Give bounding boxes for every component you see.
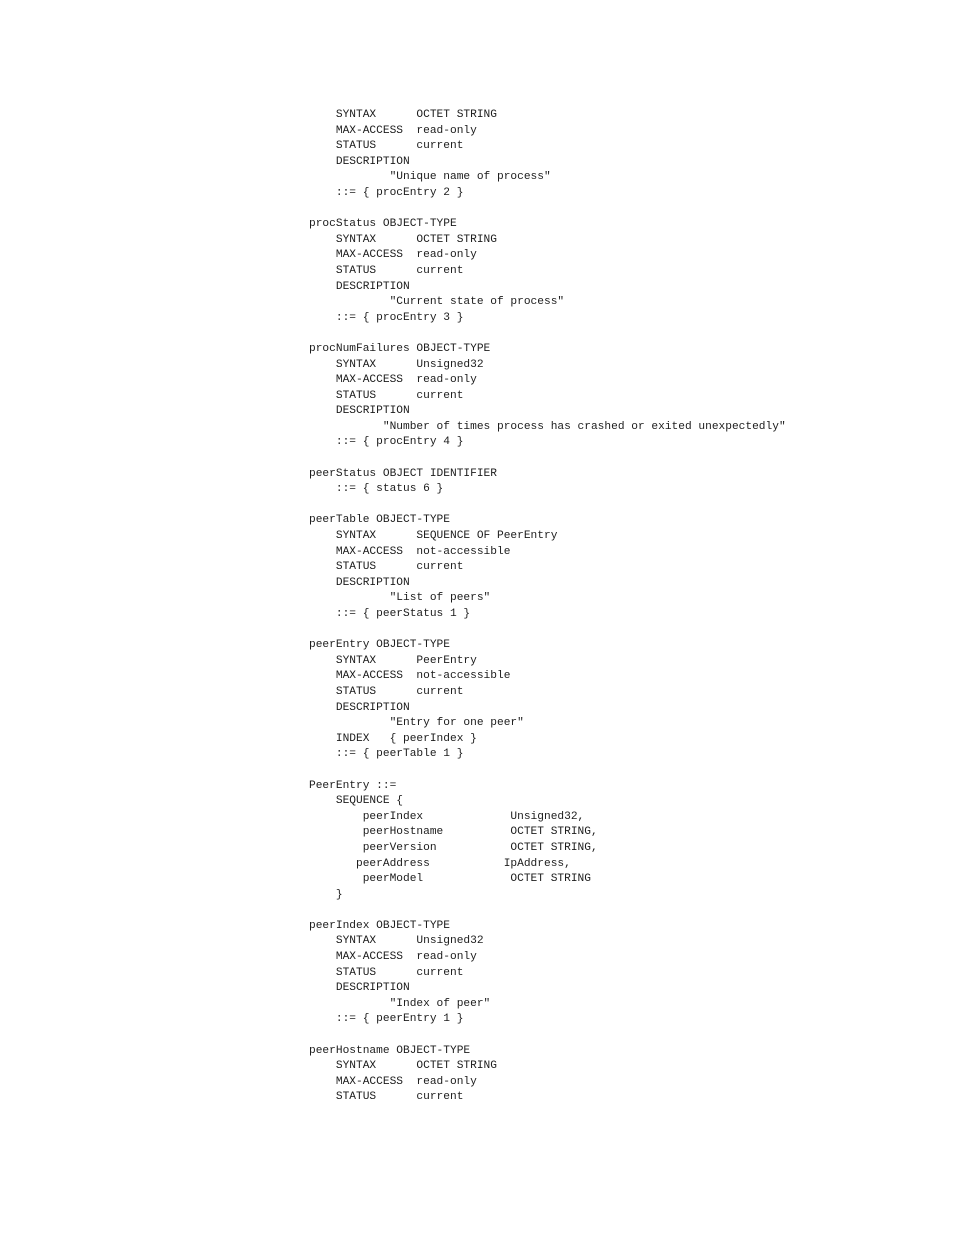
code-line: "Current state of process"	[309, 296, 565, 309]
code-line: peerEntry OBJECT-TYPE	[309, 639, 450, 652]
code-line: MAX-ACCESS read-only	[309, 124, 477, 137]
code-line: peerStatus OBJECT IDENTIFIER	[309, 467, 497, 480]
code-line: DESCRIPTION	[309, 576, 410, 589]
code-line: ::= { peerTable 1 }	[309, 748, 464, 761]
code-line: MAX-ACCESS read-only	[309, 249, 477, 262]
code-line: STATUS current	[309, 140, 464, 153]
code-line: DESCRIPTION	[309, 701, 410, 714]
code-line: peerAddress IpAddress,	[309, 857, 571, 870]
code-line: "Unique name of process"	[309, 171, 551, 184]
mib-definition-code-block	[309, 108, 929, 1106]
code-line: procStatus OBJECT-TYPE	[309, 218, 457, 231]
code-line: ::= { procEntry 3 }	[309, 311, 464, 324]
code-line: MAX-ACCESS read-only	[309, 951, 477, 964]
code-line	[309, 202, 929, 218]
code-line: STATUS current	[309, 685, 464, 698]
code-line: SYNTAX SEQUENCE OF PeerEntry	[309, 530, 558, 543]
code-line: peerVersion OCTET STRING,	[309, 841, 598, 854]
code-line: ::= { status 6 }	[309, 483, 444, 496]
code-line: peerModel OCTET STRING	[309, 873, 591, 886]
code-line: MAX-ACCESS not-accessible	[309, 670, 511, 683]
code-line: INDEX { peerIndex }	[309, 732, 477, 745]
code-line: peerHostname OCTET STRING,	[309, 826, 598, 839]
code-line: SYNTAX OCTET STRING	[309, 1060, 497, 1073]
code-line: peerIndex OBJECT-TYPE	[309, 919, 450, 932]
code-line: peerIndex Unsigned32,	[309, 810, 585, 823]
code-line: ::= { peerEntry 1 }	[309, 1013, 464, 1026]
code-line: STATUS current	[309, 389, 464, 402]
code-line: SYNTAX OCTET STRING	[309, 233, 497, 246]
code-line: STATUS current	[309, 264, 464, 277]
code-line: "Entry for one peer"	[309, 717, 524, 730]
code-line: SYNTAX PeerEntry	[309, 654, 477, 667]
code-line	[309, 903, 929, 919]
code-line: peerTable OBJECT-TYPE	[309, 514, 450, 527]
code-line: ::= { procEntry 4 }	[309, 436, 464, 449]
code-line	[309, 451, 929, 467]
code-line: MAX-ACCESS read-only	[309, 374, 477, 387]
code-line: ::= { procEntry 2 }	[309, 186, 464, 199]
code-line: "List of peers"	[309, 592, 491, 605]
code-line: }	[309, 888, 343, 901]
code-line: DESCRIPTION	[309, 155, 410, 168]
code-line	[309, 763, 929, 779]
code-line	[309, 623, 929, 639]
code-line: SYNTAX Unsigned32	[309, 358, 484, 371]
code-line: SYNTAX OCTET STRING	[309, 109, 497, 121]
code-line	[309, 326, 929, 342]
code-line: "Number of times process has crashed or exited unexpectedly"	[309, 420, 786, 433]
code-line: SEQUENCE {	[309, 795, 403, 808]
code-line: procNumFailures OBJECT-TYPE	[309, 342, 491, 355]
code-line	[309, 1028, 929, 1044]
code-line: DESCRIPTION	[309, 405, 410, 418]
code-line: MAX-ACCESS read-only	[309, 1075, 477, 1088]
code-line: "Index of peer"	[309, 997, 491, 1010]
code-line: MAX-ACCESS not-accessible	[309, 545, 511, 558]
code-line: PeerEntry ::=	[309, 779, 397, 792]
code-line: STATUS current	[309, 966, 464, 979]
code-line	[309, 498, 929, 514]
code-line: STATUS current	[309, 1091, 464, 1104]
code-line: SYNTAX Unsigned32	[309, 935, 484, 948]
code-line: STATUS current	[309, 561, 464, 574]
code-line: DESCRIPTION	[309, 982, 410, 995]
code-line: peerHostname OBJECT-TYPE	[309, 1044, 471, 1057]
code-line: ::= { peerStatus 1 }	[309, 608, 471, 620]
code-line: DESCRIPTION	[309, 280, 410, 293]
